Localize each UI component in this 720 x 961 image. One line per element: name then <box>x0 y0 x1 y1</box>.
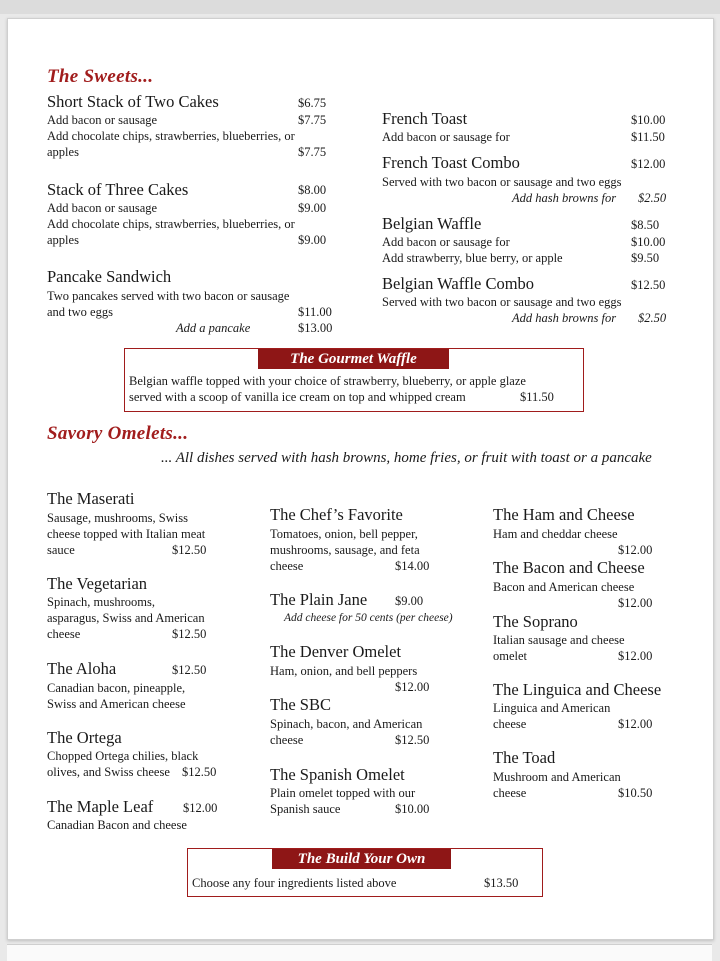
item-desc: Add chocolate chips, strawberries, blueberries, or <box>47 217 295 231</box>
omelet-desc: Tomatoes, onion, bell pepper, <box>270 527 418 541</box>
omelet-price: $12.50 <box>182 765 217 779</box>
omelet-desc: Ham, onion, and bell peppers <box>270 664 418 678</box>
item-price: $8.50 <box>631 218 660 232</box>
omelet-title: The Spanish Omelet <box>270 765 405 784</box>
omelet-desc: Canadian bacon, pineapple, <box>47 681 186 695</box>
omelet-desc: mushrooms, sausage, and feta <box>270 543 420 557</box>
omelet-price: $12.00 <box>183 801 218 815</box>
omelet-note: Add cheese for 50 cents (per cheese) <box>284 612 453 624</box>
omelet-title: The Soprano <box>493 612 578 631</box>
omelet-price: $12.00 <box>395 680 430 694</box>
omelet-desc: cheese <box>270 559 304 573</box>
omelet-desc: omelet <box>493 649 528 663</box>
gourmet-desc: served with a scoop of vanilla ice cream on top and whipped cream <box>129 390 466 404</box>
omelet-desc: Sausage, mushrooms, Swiss <box>47 511 188 525</box>
omelet-price: $12.50 <box>395 733 430 747</box>
omelet-desc: Ham and cheddar cheese <box>493 527 618 541</box>
item-title: Belgian Waffle <box>382 214 482 233</box>
omelet-desc: Italian sausage and cheese <box>493 633 625 647</box>
item-price: $12.50 <box>631 278 666 292</box>
item-price: $9.00 <box>298 233 327 247</box>
omelet-desc: Spinach, bacon, and American <box>270 717 423 731</box>
item-price: $7.75 <box>298 145 327 159</box>
item-desc: apples <box>47 145 79 159</box>
omelet-title: The Vegetarian <box>47 574 148 593</box>
omelet-title: The Denver Omelet <box>270 642 402 661</box>
item-title: Pancake Sandwich <box>47 267 172 286</box>
omelet-desc: cheese topped with Italian meat <box>47 527 206 541</box>
omelet-desc: Spinach, mushrooms, <box>47 595 155 609</box>
omelet-desc: cheese <box>47 627 81 641</box>
item-price: $2.50 <box>638 311 667 325</box>
omelet-price: $12.50 <box>172 663 207 677</box>
omelet-desc: asparagus, Swiss and American <box>47 611 205 625</box>
gourmet-price: $11.50 <box>520 390 554 404</box>
item-price: $11.00 <box>298 305 332 319</box>
item-desc: Add bacon or sausage for <box>382 235 510 249</box>
item-desc: apples <box>47 233 79 247</box>
item-title: Stack of Three Cakes <box>47 180 189 199</box>
omelet-desc: cheese <box>493 717 527 731</box>
omelet-title: The Ham and Cheese <box>493 505 635 524</box>
omelets-subheading: ... All dishes served with hash browns, home fries, or fruit with toast or a pancake <box>161 450 652 466</box>
item-price: $6.75 <box>298 96 327 110</box>
gourmet-waffle-box <box>124 348 584 412</box>
item-desc: Served with two bacon or sausage and two eggs <box>382 295 622 309</box>
item-addon: Add hash browns for <box>512 191 617 205</box>
item-desc: Add strawberry, blue berry, or apple <box>382 251 563 265</box>
omelet-title: The Aloha <box>47 659 117 678</box>
item-price: $13.00 <box>298 321 333 335</box>
next-page-edge <box>7 944 712 961</box>
omelet-price: $12.00 <box>618 649 653 663</box>
omelet-title: The SBC <box>270 695 331 714</box>
item-title: Short Stack of Two Cakes <box>47 92 219 111</box>
build-your-own-tab: The Build Your Own <box>272 849 451 869</box>
top-scroll-bar <box>0 0 720 14</box>
menu-page <box>7 18 714 940</box>
item-price: $2.50 <box>638 191 667 205</box>
build-your-own-price: $13.50 <box>484 876 519 890</box>
omelet-price: $12.00 <box>618 717 653 731</box>
sweets-heading: The Sweets... <box>47 66 154 87</box>
build-your-own-desc: Choose any four ingredients listed above <box>192 876 397 890</box>
omelet-desc: Linguica and American <box>493 701 611 715</box>
omelet-title: The Plain Jane <box>270 590 368 609</box>
item-price: $9.00 <box>298 201 327 215</box>
omelet-desc: olives, and Swiss cheese <box>47 765 170 779</box>
omelets-heading: Savory Omelets... <box>47 423 189 444</box>
item-title: French Toast Combo <box>382 153 520 172</box>
omelet-desc: cheese <box>493 786 527 800</box>
item-title: French Toast <box>382 109 468 128</box>
item-desc: Add bacon or sausage for <box>382 130 510 144</box>
item-desc: and two eggs <box>47 305 113 319</box>
item-desc: Two pancakes served with two bacon or sausage <box>47 289 290 303</box>
item-desc: Served with two bacon or sausage and two eggs <box>382 175 622 189</box>
omelet-desc: sauce <box>47 543 75 557</box>
build-your-own-box <box>187 848 543 897</box>
omelet-price: $12.50 <box>172 627 207 641</box>
omelet-title: The Maserati <box>47 489 135 508</box>
omelet-title: The Bacon and Cheese <box>493 558 645 577</box>
item-price: $8.00 <box>298 183 327 197</box>
omelet-title: The Chef’s Favorite <box>270 505 403 524</box>
omelet-desc: Bacon and American cheese <box>493 580 635 594</box>
item-price: $7.75 <box>298 113 327 127</box>
omelet-desc: Chopped Ortega chilies, black <box>47 749 199 763</box>
omelet-price: $12.00 <box>618 596 653 610</box>
omelet-desc: Plain omelet topped with our <box>270 786 416 800</box>
omelet-title: The Linguica and Cheese <box>493 680 662 699</box>
omelet-desc: Swiss and American cheese <box>47 697 186 711</box>
omelet-price: $14.00 <box>395 559 430 573</box>
item-price: $10.00 <box>631 113 666 127</box>
gourmet-waffle-tab: The Gourmet Waffle <box>258 349 449 369</box>
item-desc: Add bacon or sausage <box>47 201 158 215</box>
item-price: $12.00 <box>631 157 666 171</box>
item-addon: Add a pancake <box>176 321 251 335</box>
omelet-price: $12.00 <box>618 543 653 557</box>
item-addon: Add hash browns for <box>512 311 617 325</box>
item-desc: Add chocolate chips, strawberries, blueberries, or <box>47 129 295 143</box>
gourmet-desc: Belgian waffle topped with your choice of strawberry, blueberry, or apple glaze <box>129 374 526 388</box>
item-price: $9.50 <box>631 251 660 265</box>
omelet-desc: Mushroom and American <box>493 770 621 784</box>
omelet-title: The Toad <box>493 748 556 767</box>
item-title: Belgian Waffle Combo <box>382 274 535 293</box>
omelet-price: $9.00 <box>395 594 424 608</box>
item-price: $10.00 <box>631 235 666 249</box>
omelet-price: $10.50 <box>618 786 653 800</box>
item-desc: Add bacon or sausage <box>47 113 158 127</box>
omelet-desc: Canadian Bacon and cheese <box>47 818 187 832</box>
omelet-desc: Spanish sauce <box>270 802 341 816</box>
omelet-title: The Maple Leaf <box>47 797 154 816</box>
omelet-desc: cheese <box>270 733 304 747</box>
item-price: $11.50 <box>631 130 665 144</box>
omelet-title: The Ortega <box>47 728 122 747</box>
omelet-price: $12.50 <box>172 543 207 557</box>
omelet-price: $10.00 <box>395 802 430 816</box>
